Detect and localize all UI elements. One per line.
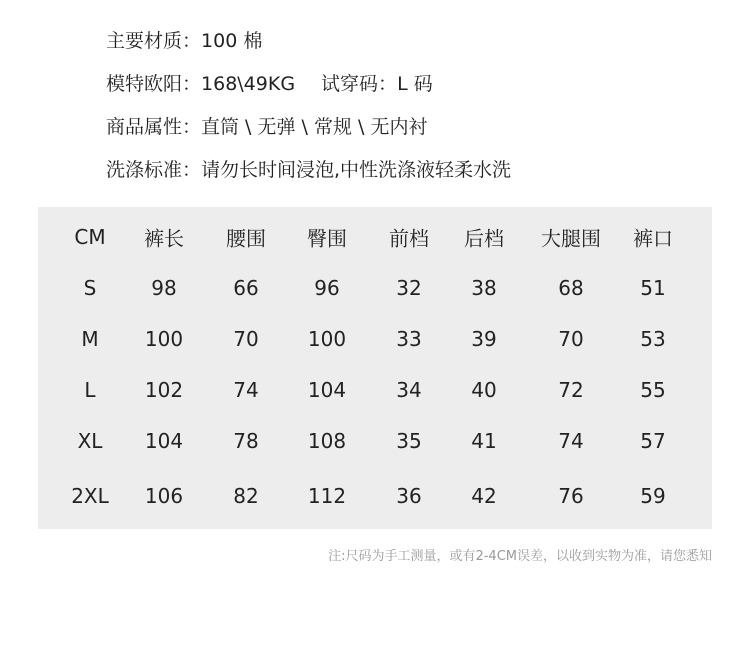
table-cell: 112 <box>307 484 347 508</box>
model-label: 模特欧阳： <box>106 73 202 95</box>
table-header-cell: 后档 <box>464 226 504 251</box>
table-header-cell: 臀围 <box>307 226 347 251</box>
table-cell: 106 <box>144 484 184 508</box>
attribute-value: 直筒 \ 无弹 \ 常规 \ 无内衬 <box>201 116 428 138</box>
size-label-cell: S <box>83 276 97 300</box>
table-cell: 38 <box>471 276 497 300</box>
wash-value: 请勿长时间浸泡,中性洗涤液轻柔水洗 <box>201 159 512 181</box>
table-cell: 74 <box>558 429 584 453</box>
table-cell: 57 <box>640 429 666 453</box>
table-header-cell: 大腿围 <box>541 226 601 251</box>
table-cell: 96 <box>314 276 340 300</box>
table-cell: 40 <box>471 378 497 402</box>
table-cell: 42 <box>471 484 497 508</box>
measurement-note: 注:尺码为手工测量，或有2-4CM误差，以收到实物为准，请您悉知 <box>328 549 712 564</box>
wash-row <box>106 149 511 192</box>
table-cell: 70 <box>233 327 259 351</box>
table-cell: 33 <box>396 327 422 351</box>
table-header-cell: 前档 <box>389 226 429 251</box>
size-label-cell: L <box>84 378 96 402</box>
table-cell: 98 <box>151 276 177 300</box>
table-cell: 41 <box>471 429 497 453</box>
material-value: 100 棉 <box>201 30 263 52</box>
table-cell: 34 <box>396 378 422 402</box>
table-header-cell: CM <box>74 225 106 249</box>
size-label-cell: 2XL <box>71 484 109 508</box>
table-cell: 70 <box>558 327 584 351</box>
table-header-cell: 裤口 <box>633 226 673 251</box>
table-cell: 55 <box>640 378 666 402</box>
attribute-row <box>106 106 511 149</box>
material-row <box>106 20 511 63</box>
table-cell: 36 <box>396 484 422 508</box>
table-cell: 51 <box>640 276 666 300</box>
table-cell: 68 <box>558 276 584 300</box>
table-cell: 32 <box>396 276 422 300</box>
table-cell: 72 <box>558 378 584 402</box>
attribute-label: 商品属性： <box>106 116 202 138</box>
table-cell: 104 <box>307 378 347 402</box>
table-cell: 78 <box>233 429 259 453</box>
table-cell: 53 <box>640 327 666 351</box>
model-row <box>106 63 511 106</box>
table-cell: 39 <box>471 327 497 351</box>
table-cell: 59 <box>640 484 666 508</box>
table-cell: 108 <box>307 429 347 453</box>
product-info <box>106 20 511 192</box>
table-cell: 100 <box>144 327 184 351</box>
try-size-value: L 码 <box>397 73 433 95</box>
table-cell: 76 <box>558 484 584 508</box>
table-cell: 74 <box>233 378 259 402</box>
material-label: 主要材质： <box>106 30 202 52</box>
table-cell: 102 <box>144 378 184 402</box>
try-size-label: 试穿码： <box>321 73 398 95</box>
table-header-cell: 腰围 <box>226 226 266 251</box>
table-cell: 35 <box>396 429 422 453</box>
table-cell: 104 <box>144 429 184 453</box>
table-cell: 100 <box>307 327 347 351</box>
size-label-cell: XL <box>77 429 103 453</box>
table-cell: 66 <box>233 276 259 300</box>
model-value: 168\49KG <box>201 73 296 95</box>
size-table <box>38 207 712 529</box>
table-header-cell: 裤长 <box>144 226 184 251</box>
wash-label: 洗涤标准： <box>106 159 202 181</box>
table-cell: 82 <box>233 484 259 508</box>
size-label-cell: M <box>81 327 99 351</box>
